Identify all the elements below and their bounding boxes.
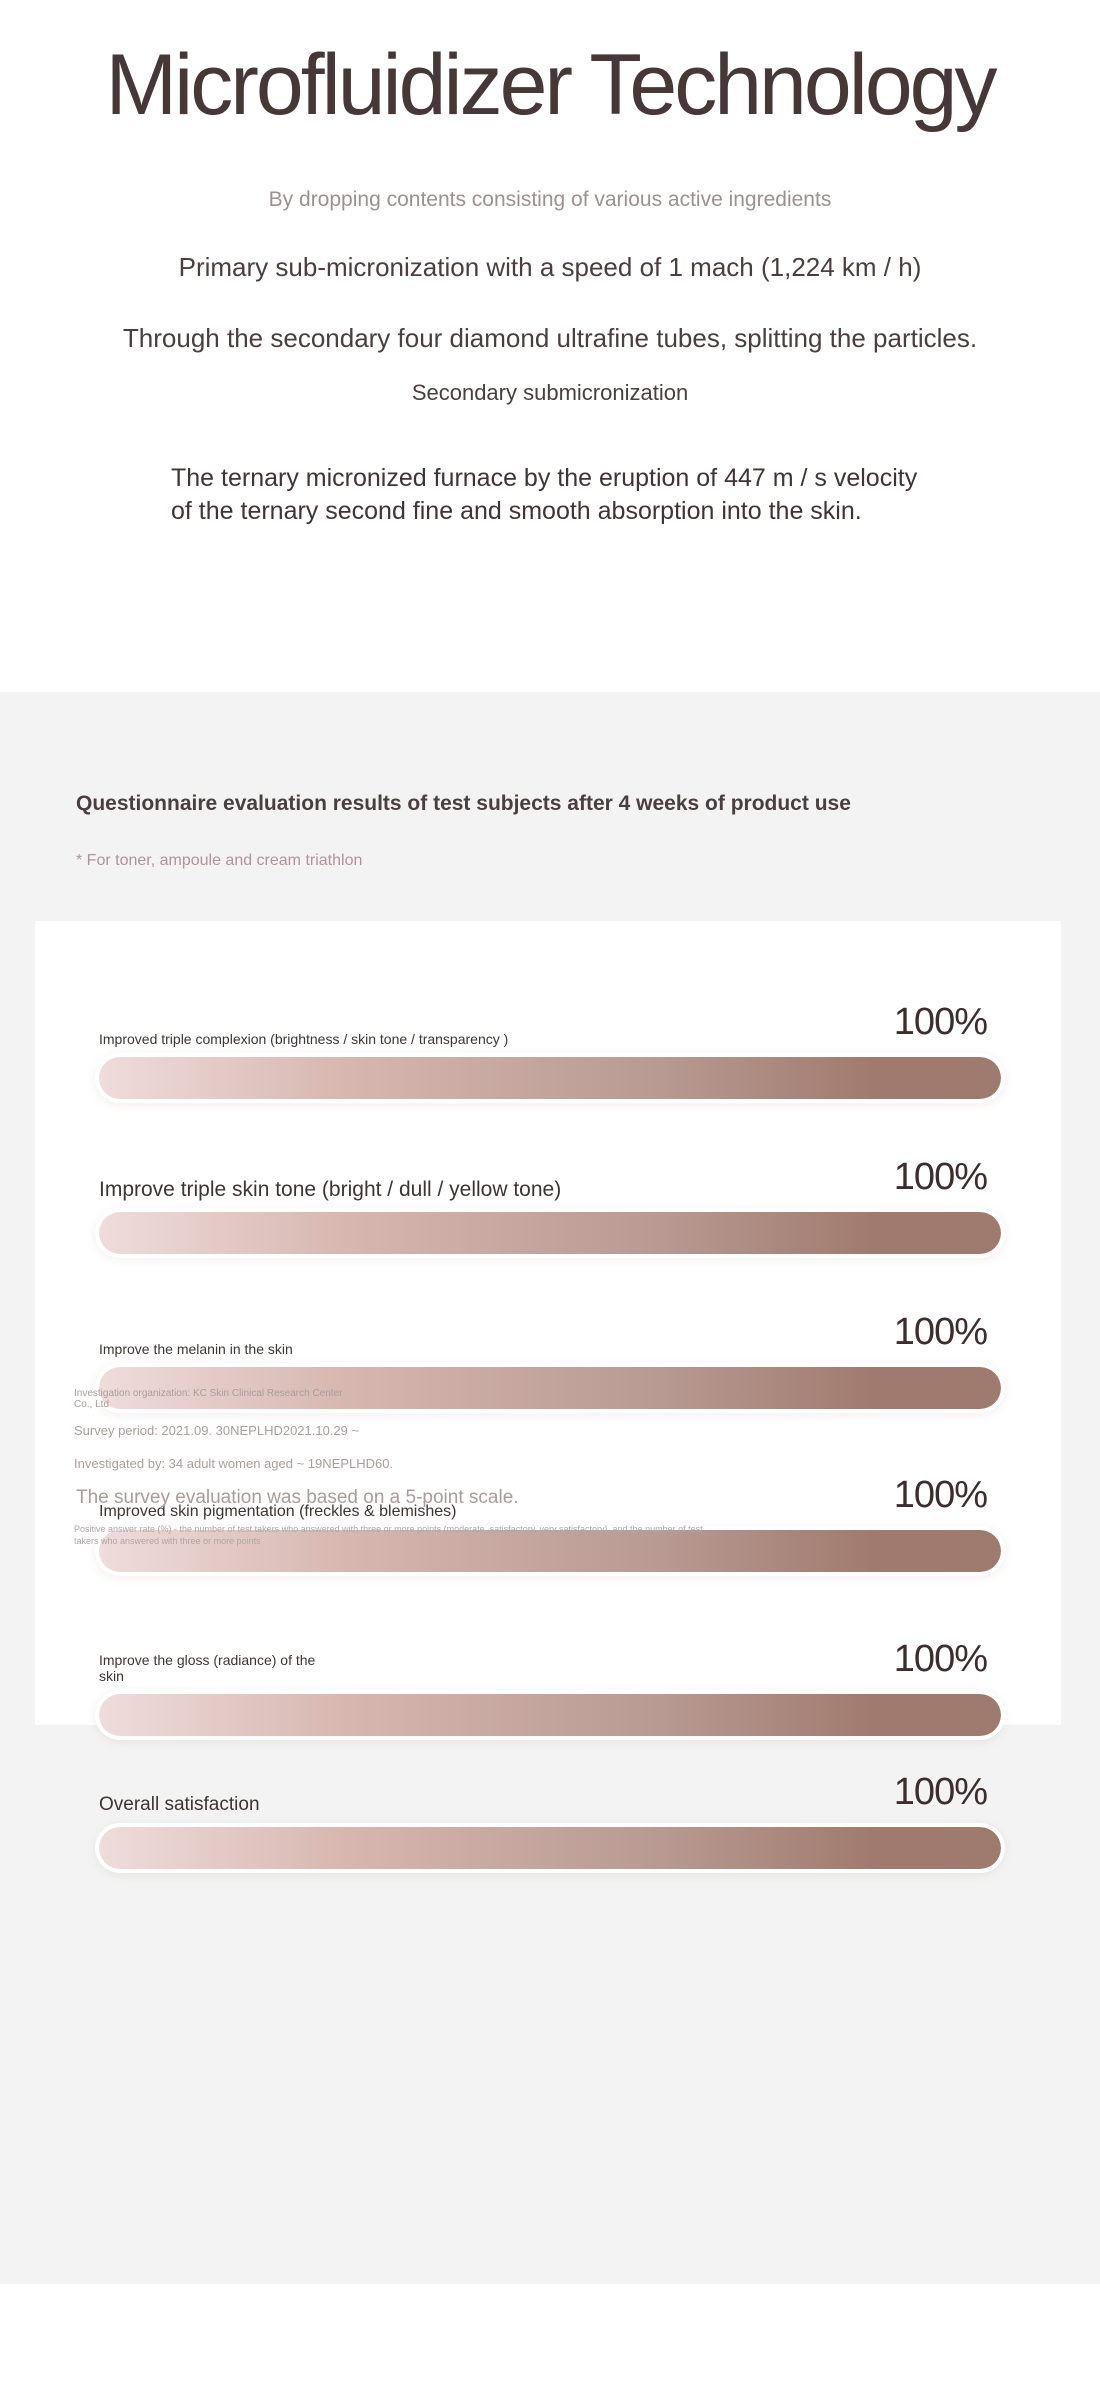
result-label: Improved skin pigmentation (freckles & blemishes) — [99, 1503, 457, 1520]
survey-heading: Questionnaire evaluation results of test subjects after 4 weeks of product use — [76, 792, 851, 815]
result-row — [99, 1157, 1039, 1254]
result-bar-track — [99, 1057, 1001, 1099]
hero-title: Microfluidizer Technology — [105, 37, 995, 133]
hero-section — [0, 0, 1100, 692]
hero-line-primary: Primary sub-micronization with a speed of 1 mach (1,224 km / h) — [178, 252, 922, 282]
result-bar-fill — [99, 1212, 1001, 1254]
result-bar-track — [99, 1212, 1001, 1254]
result-value: 100% — [893, 1156, 987, 1198]
result-bar-track — [99, 1694, 1001, 1736]
result-label: Improve triple skin tone (bright / dull / yellow tone) — [99, 1178, 562, 1201]
result-bar-track — [99, 1827, 1001, 1869]
result-value: 100% — [893, 1474, 987, 1516]
footnote-investigated-by: Investigated by: 34 adult women aged ~ 19NEPLHD60. — [74, 1456, 394, 1471]
results-card — [35, 921, 1061, 1725]
hero-paragraph-line: The ternary micronized furnace by the eruption of 447 m / s velocity — [171, 464, 918, 492]
footnote-rate: Positive answer rate (%) - the number of test takers who answered with three or more points (moderate, satisfactory, very satisfactory), and the number of test takers who answered with three or more points — [74, 1524, 703, 1546]
result-bar-fill — [99, 1057, 1001, 1099]
result-label: Improve the melanin in the skin — [99, 1341, 293, 1357]
result-bar-fill — [99, 1694, 1001, 1736]
survey-note: * For toner, ampoule and cream triathlon — [76, 852, 363, 869]
result-value: 100% — [893, 1001, 987, 1043]
result-bar-fill — [99, 1827, 1001, 1869]
result-label: Overall satisfaction — [99, 1794, 260, 1815]
result-label: Improved triple complexion (brightness / skin tone / transparency ) — [99, 1031, 509, 1047]
result-label: Improve the gloss (radiance) of the skin — [99, 1652, 316, 1684]
result-value: 100% — [893, 1311, 987, 1353]
hero-line-secondary: Secondary submicronization — [411, 380, 689, 405]
footnote-period: Survey period: 2021.09. 30NEPLHD2021.10.29 ~ — [74, 1423, 360, 1438]
result-row — [99, 1003, 1039, 1099]
result-row — [99, 1770, 1039, 1869]
footnote-scale: The survey evaluation was based on a 5-point scale. — [76, 1487, 519, 1508]
hero-line-ingredients: By dropping contents consisting of various active ingredients — [268, 188, 832, 211]
result-value: 100% — [893, 1771, 987, 1813]
result-value: 100% — [893, 1638, 987, 1680]
footnote-organization: Investigation organization: KC Skin Clinical Research Center Co., Ltd — [74, 1388, 343, 1410]
hero-line-secondary-tubes: Through the secondary four diamond ultrafine tubes, splitting the particles. — [122, 323, 978, 353]
result-row — [99, 1636, 1039, 1736]
hero-paragraph — [171, 462, 971, 528]
hero-paragraph-line: of the ternary second fine and smooth absorption into the skin. — [171, 497, 862, 525]
